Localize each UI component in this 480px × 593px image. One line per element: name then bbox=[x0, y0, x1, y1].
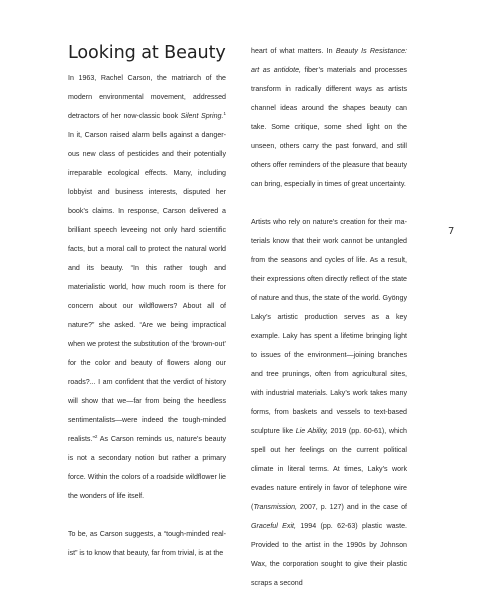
artwork-title-graceful-exit: Graceful Exit, bbox=[251, 522, 296, 530]
text-run: Artists who rely on nature’s creation for their materials know that their work cannot be untangled from the seasons and cycles of life. As a result, their expressions often directly reflect of the state of nature and thus, the state of the world. Gyöngy Laky’s artistic production serves as a key example. Laky has spent a lifetime bringing light to issues of the environment—joining branches and tree prunings, often from agricultural sites, with industrial materials. Laky’s work takes many forms, from baskets and vessels to text-based sculpture like bbox=[251, 218, 407, 435]
right-column bbox=[251, 42, 407, 593]
text-run: As Carson reminds us, nature’s beauty is not a secondary notion but rather a primary force. Within the colors of a roadside wildflower lie the wonders of life itself. bbox=[68, 435, 226, 500]
text-run: fiber’s materials and processes transform in radically different ways as artists channel ideas around the shapes beauty can take. Some critique, some shed light on the unseen, others carry the past forward, and still others offer reminders of the pleasure that beauty can bring, especially in times of great uncertainty. bbox=[251, 66, 407, 188]
text-run: heart of what matters. In bbox=[251, 47, 336, 55]
text-run: To be, as Carson suggests, a “tough-minded realist” is to know that beauty, far from trivial, is at the bbox=[68, 530, 226, 557]
text-run: 2019 (pp. 60-61), which spell out her feelings on the current political climate in literal terms. At times, Laky’s work evades nature entirely in favor of telephone wire ( bbox=[251, 427, 407, 511]
paragraph-gap bbox=[68, 506, 226, 525]
page-title: Looking at Beauty bbox=[68, 43, 226, 63]
paragraph-laky bbox=[251, 213, 407, 593]
text-run: 1994 (pp. 62-63) plastic waste. Provided to the artist in the 1990s by Johnson Wax, the corporation sought to give their plastic scraps a second bbox=[251, 522, 407, 587]
paragraph-gap bbox=[251, 194, 407, 213]
paragraph-intro bbox=[68, 69, 226, 506]
paragraph-tough-minded bbox=[68, 525, 226, 563]
paragraph-heart bbox=[251, 42, 407, 194]
footnote-ref-2: 2 bbox=[94, 434, 98, 439]
page-number: 7 bbox=[448, 226, 455, 237]
text-run: In 1963, Rachel Carson, the matriarch of the modern environmental movement, addressed detractors of her now-classic book bbox=[68, 74, 226, 120]
artwork-title-lie-ability: Lie Ability, bbox=[295, 427, 328, 435]
artwork-title-transmission: Transmission, bbox=[253, 503, 297, 511]
exhibition-title: Beauty Is Resistance: art as antidote, bbox=[251, 47, 407, 74]
text-run: 2007, p. 127) and in the case of bbox=[297, 503, 407, 511]
left-column bbox=[68, 69, 226, 563]
text-run: In it, Carson raised alarm bells against a dangerous new class of pesticides and their potentially irreparable ecological effects. Many, including lobbyist and business interests, disputed her book’s claims. In response, Carson delivered a brilliant speech leveeing not only hard scientific facts, but a moral call to protect the natural world and its beauty. “In this rather tough and materialistic world, how much room is there for concern about our wildflowers? About all of nature?” she asked. “Are we being impractical when we protest the substitution of the ‘brown-out’ for the color and beauty of flowers along our roads?... I am confident that the verdict of history will show that we—far from being the heedless sentimentalists—were indeed the tough-minded realists.” bbox=[68, 131, 226, 443]
footnote-ref-1: 1 bbox=[223, 111, 226, 116]
book-title-silent-spring: Silent Spring. bbox=[180, 112, 224, 120]
